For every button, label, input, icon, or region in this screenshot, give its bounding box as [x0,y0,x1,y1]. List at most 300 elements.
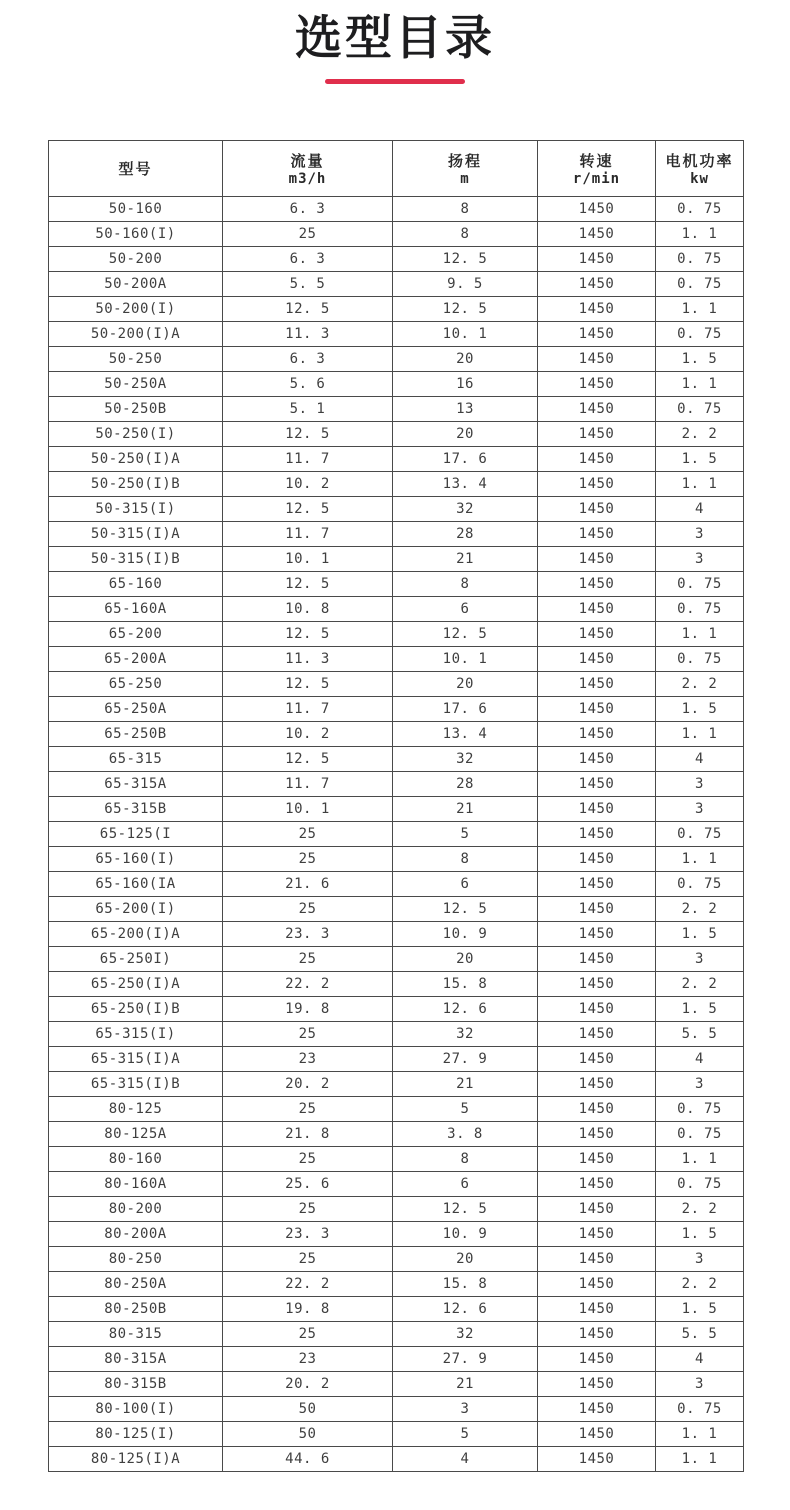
model-cell: 80-125 [49,1097,223,1122]
model-cell: 50-315(I)A [49,522,223,547]
flow-cell: 25 [223,1022,393,1047]
selection-table [48,140,744,1472]
title-block [0,0,790,84]
speed-cell: 1450 [538,1197,656,1222]
table-row [49,697,744,722]
head-cell: 27. 9 [393,1047,538,1072]
speed-cell: 1450 [538,1172,656,1197]
table-row [49,522,744,547]
head-cell: 12. 5 [393,897,538,922]
power-cell: 0. 75 [656,1172,744,1197]
head-cell: 5 [393,822,538,847]
speed-cell: 1450 [538,547,656,572]
model-cell: 65-250I) [49,947,223,972]
flow-cell: 10. 2 [223,722,393,747]
head-cell: 12. 5 [393,1197,538,1222]
power-cell: 3 [656,947,744,972]
table-row [49,772,744,797]
model-cell: 65-315(I)B [49,1072,223,1097]
power-cell: 0. 75 [656,597,744,622]
title-underline [325,79,465,84]
head-cell: 32 [393,1022,538,1047]
power-cell: 2. 2 [656,972,744,997]
model-cell: 65-250B [49,722,223,747]
head-cell: 13. 4 [393,472,538,497]
model-cell: 50-250A [49,372,223,397]
table-row [49,497,744,522]
head-cell: 12. 5 [393,297,538,322]
table-row [49,597,744,622]
speed-cell: 1450 [538,997,656,1022]
power-cell: 4 [656,497,744,522]
flow-cell: 25 [223,1147,393,1172]
table-row [49,372,744,397]
speed-cell: 1450 [538,972,656,997]
head-cell: 13. 4 [393,722,538,747]
head-cell: 5 [393,1097,538,1122]
model-cell: 65-160(IA [49,872,223,897]
flow-cell: 21. 8 [223,1122,393,1147]
table-row [49,547,744,572]
flow-cell: 12. 5 [223,297,393,322]
model-cell: 65-315(I) [49,1022,223,1047]
speed-cell: 1450 [538,1372,656,1397]
power-cell: 0. 75 [656,647,744,672]
head-cell: 12. 6 [393,1297,538,1322]
table-row [49,1222,744,1247]
col-header-speed-label: 转速 [579,152,614,170]
head-cell: 20 [393,672,538,697]
speed-cell: 1450 [538,197,656,222]
flow-cell: 10. 2 [223,472,393,497]
speed-cell: 1450 [538,1272,656,1297]
table-row [49,672,744,697]
speed-cell: 1450 [538,897,656,922]
power-cell: 0. 75 [656,872,744,897]
power-cell: 0. 75 [656,247,744,272]
head-cell: 10. 9 [393,922,538,947]
speed-cell: 1450 [538,1297,656,1322]
speed-cell: 1450 [538,1347,656,1372]
speed-cell: 1450 [538,397,656,422]
flow-cell: 20. 2 [223,1372,393,1397]
col-header-power-unit: kw [690,171,709,187]
flow-cell: 11. 7 [223,697,393,722]
head-cell: 12. 5 [393,247,538,272]
model-cell: 80-100(I) [49,1397,223,1422]
table-row [49,1272,744,1297]
flow-cell: 50 [223,1422,393,1447]
table-row [49,1097,744,1122]
flow-cell: 25 [223,1247,393,1272]
power-cell: 1. 5 [656,997,744,1022]
col-header-flow [223,141,393,197]
col-header-power [656,141,744,197]
flow-cell: 6. 3 [223,347,393,372]
flow-cell: 25 [223,1322,393,1347]
power-cell: 1. 1 [656,372,744,397]
power-cell: 1. 1 [656,847,744,872]
flow-cell: 44. 6 [223,1447,393,1472]
power-cell: 1. 5 [656,447,744,472]
model-cell: 80-160A [49,1172,223,1197]
table-body [49,197,744,1472]
speed-cell: 1450 [538,522,656,547]
flow-cell: 25 [223,897,393,922]
col-header-model-label: 型号 [118,160,153,178]
table-row [49,297,744,322]
flow-cell: 25. 6 [223,1172,393,1197]
model-cell: 65-125(I [49,822,223,847]
power-cell: 1. 1 [656,472,744,497]
speed-cell: 1450 [538,1447,656,1472]
power-cell: 5. 5 [656,1022,744,1047]
model-cell: 50-200A [49,272,223,297]
power-cell: 3 [656,1372,744,1397]
flow-cell: 11. 7 [223,447,393,472]
model-cell: 50-200(I)A [49,322,223,347]
model-cell: 50-250B [49,397,223,422]
power-cell: 1. 5 [656,1297,744,1322]
speed-cell: 1450 [538,322,656,347]
head-cell: 27. 9 [393,1347,538,1372]
flow-cell: 22. 2 [223,972,393,997]
power-cell: 2. 2 [656,897,744,922]
head-cell: 6 [393,1172,538,1197]
speed-cell: 1450 [538,772,656,797]
model-cell: 65-250 [49,672,223,697]
model-cell: 65-200A [49,647,223,672]
speed-cell: 1450 [538,422,656,447]
flow-cell: 6. 3 [223,247,393,272]
table-row [49,1047,744,1072]
table-row [49,1397,744,1422]
head-cell: 4 [393,1447,538,1472]
head-cell: 12. 5 [393,622,538,647]
power-cell: 0. 75 [656,572,744,597]
col-header-head-unit: m [460,171,470,187]
model-cell: 80-250A [49,1272,223,1297]
model-cell: 65-315 [49,747,223,772]
head-cell: 17. 6 [393,697,538,722]
table-row [49,997,744,1022]
flow-cell: 5. 6 [223,372,393,397]
table-row [49,822,744,847]
head-cell: 6 [393,597,538,622]
flow-cell: 5. 5 [223,272,393,297]
flow-cell: 25 [223,1097,393,1122]
flow-cell: 12. 5 [223,672,393,697]
model-cell: 50-315(I)B [49,547,223,572]
speed-cell: 1450 [538,247,656,272]
head-cell: 21 [393,1072,538,1097]
power-cell: 3 [656,547,744,572]
model-cell: 50-160 [49,197,223,222]
power-cell: 1. 1 [656,297,744,322]
head-cell: 3. 8 [393,1122,538,1147]
model-cell: 65-315A [49,772,223,797]
speed-cell: 1450 [538,922,656,947]
table-row [49,1247,744,1272]
power-cell: 2. 2 [656,1197,744,1222]
model-cell: 80-200A [49,1222,223,1247]
power-cell: 0. 75 [656,197,744,222]
model-cell: 50-250(I)A [49,447,223,472]
model-cell: 50-200 [49,247,223,272]
flow-cell: 21. 6 [223,872,393,897]
col-header-flow-unit: m3/h [288,171,327,187]
speed-cell: 1450 [538,1047,656,1072]
flow-cell: 23. 3 [223,1222,393,1247]
flow-cell: 6. 3 [223,197,393,222]
table-row [49,1147,744,1172]
model-cell: 65-200 [49,622,223,647]
head-cell: 9. 5 [393,272,538,297]
power-cell: 3 [656,797,744,822]
power-cell: 4 [656,1047,744,1072]
head-cell: 17. 6 [393,447,538,472]
model-cell: 80-315B [49,1372,223,1397]
table-row [49,422,744,447]
power-cell: 0. 75 [656,322,744,347]
table-row [49,722,744,747]
table-row [49,847,744,872]
head-cell: 32 [393,747,538,772]
col-header-head [393,141,538,197]
head-cell: 32 [393,1322,538,1347]
speed-cell: 1450 [538,1222,656,1247]
table-row [49,797,744,822]
flow-cell: 5. 1 [223,397,393,422]
flow-cell: 11. 7 [223,772,393,797]
table-row [49,972,744,997]
table-row [49,647,744,672]
power-cell: 3 [656,772,744,797]
power-cell: 0. 75 [656,397,744,422]
speed-cell: 1450 [538,672,656,697]
speed-cell: 1450 [538,947,656,972]
flow-cell: 11. 7 [223,522,393,547]
speed-cell: 1450 [538,797,656,822]
flow-cell: 19. 8 [223,1297,393,1322]
model-cell: 80-160 [49,1147,223,1172]
speed-cell: 1450 [538,1247,656,1272]
model-cell: 80-200 [49,1197,223,1222]
model-cell: 50-160(I) [49,222,223,247]
speed-cell: 1450 [538,747,656,772]
table-row [49,397,744,422]
power-cell: 2. 2 [656,1272,744,1297]
speed-cell: 1450 [538,847,656,872]
head-cell: 10. 1 [393,647,538,672]
power-cell: 1. 1 [656,222,744,247]
speed-cell: 1450 [538,222,656,247]
model-cell: 65-250A [49,697,223,722]
head-cell: 8 [393,847,538,872]
power-cell: 4 [656,747,744,772]
power-cell: 5. 5 [656,1322,744,1347]
power-cell: 0. 75 [656,822,744,847]
speed-cell: 1450 [538,472,656,497]
speed-cell: 1450 [538,722,656,747]
flow-cell: 10. 1 [223,797,393,822]
model-cell: 80-250 [49,1247,223,1272]
head-cell: 15. 8 [393,1272,538,1297]
table-row [49,322,744,347]
model-cell: 50-315(I) [49,497,223,522]
table-row [49,572,744,597]
table-row [49,1197,744,1222]
model-cell: 65-315B [49,797,223,822]
power-cell: 2. 2 [656,672,744,697]
power-cell: 1. 1 [656,622,744,647]
flow-cell: 10. 8 [223,597,393,622]
model-cell: 50-200(I) [49,297,223,322]
table-row [49,222,744,247]
model-cell: 80-315 [49,1322,223,1347]
flow-cell: 25 [223,947,393,972]
power-cell: 1. 5 [656,697,744,722]
table-row [49,872,744,897]
col-header-power-label: 电机功率 [665,152,734,170]
table-row [49,1422,744,1447]
flow-cell: 12. 5 [223,497,393,522]
power-cell: 0. 75 [656,272,744,297]
head-cell: 8 [393,1147,538,1172]
flow-cell: 25 [223,847,393,872]
speed-cell: 1450 [538,872,656,897]
power-cell: 4 [656,1347,744,1372]
head-cell: 20 [393,1247,538,1272]
flow-cell: 23 [223,1347,393,1372]
speed-cell: 1450 [538,1397,656,1422]
flow-cell: 25 [223,1197,393,1222]
head-cell: 21 [393,547,538,572]
head-cell: 20 [393,947,538,972]
model-cell: 80-125A [49,1122,223,1147]
speed-cell: 1450 [538,272,656,297]
head-cell: 21 [393,797,538,822]
head-cell: 20 [393,422,538,447]
table-row [49,197,744,222]
table-row [49,1447,744,1472]
flow-cell: 12. 5 [223,747,393,772]
speed-cell: 1450 [538,822,656,847]
flow-cell: 19. 8 [223,997,393,1022]
model-cell: 80-250B [49,1297,223,1322]
flow-cell: 25 [223,822,393,847]
table-row [49,447,744,472]
table-header [49,141,744,197]
power-cell: 2. 2 [656,422,744,447]
flow-cell: 20. 2 [223,1072,393,1097]
page-title: 选型目录 [295,11,495,66]
table-row [49,272,744,297]
speed-cell: 1450 [538,1022,656,1047]
model-cell: 50-250 [49,347,223,372]
model-cell: 65-200(I) [49,897,223,922]
flow-cell: 11. 3 [223,322,393,347]
flow-cell: 23 [223,1047,393,1072]
table-row [49,622,744,647]
head-cell: 5 [393,1422,538,1447]
model-cell: 65-250(I)B [49,997,223,1022]
speed-cell: 1450 [538,622,656,647]
speed-cell: 1450 [538,697,656,722]
speed-cell: 1450 [538,372,656,397]
flow-cell: 12. 5 [223,572,393,597]
table-row [49,1347,744,1372]
table-row [49,472,744,497]
model-cell: 65-160 [49,572,223,597]
table-row [49,247,744,272]
head-cell: 8 [393,197,538,222]
head-cell: 21 [393,1372,538,1397]
col-header-speed [538,141,656,197]
speed-cell: 1450 [538,1097,656,1122]
model-cell: 65-200(I)A [49,922,223,947]
table-row [49,1372,744,1397]
speed-cell: 1450 [538,1122,656,1147]
speed-cell: 1450 [538,1072,656,1097]
table-row [49,897,744,922]
table-row [49,947,744,972]
power-cell: 1. 5 [656,347,744,372]
head-cell: 8 [393,572,538,597]
speed-cell: 1450 [538,1322,656,1347]
head-cell: 3 [393,1397,538,1422]
head-cell: 28 [393,522,538,547]
speed-cell: 1450 [538,572,656,597]
power-cell: 1. 1 [656,722,744,747]
flow-cell: 50 [223,1397,393,1422]
head-cell: 20 [393,347,538,372]
col-header-speed-unit: r/min [572,171,621,187]
table-row [49,922,744,947]
head-cell: 10. 1 [393,322,538,347]
col-header-model [49,141,223,197]
model-cell: 50-250(I) [49,422,223,447]
model-cell: 50-250(I)B [49,472,223,497]
speed-cell: 1450 [538,1422,656,1447]
power-cell: 0. 75 [656,1397,744,1422]
head-cell: 10. 9 [393,1222,538,1247]
flow-cell: 23. 3 [223,922,393,947]
table-row [49,747,744,772]
col-header-head-label: 扬程 [447,152,482,170]
speed-cell: 1450 [538,347,656,372]
head-cell: 13 [393,397,538,422]
model-cell: 65-250(I)A [49,972,223,997]
power-cell: 1. 1 [656,1422,744,1447]
model-cell: 65-160A [49,597,223,622]
head-cell: 28 [393,772,538,797]
table-row [49,1172,744,1197]
speed-cell: 1450 [538,497,656,522]
power-cell: 1. 5 [656,1222,744,1247]
table-row [49,347,744,372]
head-cell: 6 [393,872,538,897]
header-row [49,141,744,197]
speed-cell: 1450 [538,647,656,672]
table-row [49,1072,744,1097]
head-cell: 12. 6 [393,997,538,1022]
flow-cell: 12. 5 [223,622,393,647]
power-cell: 1. 1 [656,1447,744,1472]
power-cell: 3 [656,522,744,547]
flow-cell: 10. 1 [223,547,393,572]
model-cell: 80-125(I) [49,1422,223,1447]
